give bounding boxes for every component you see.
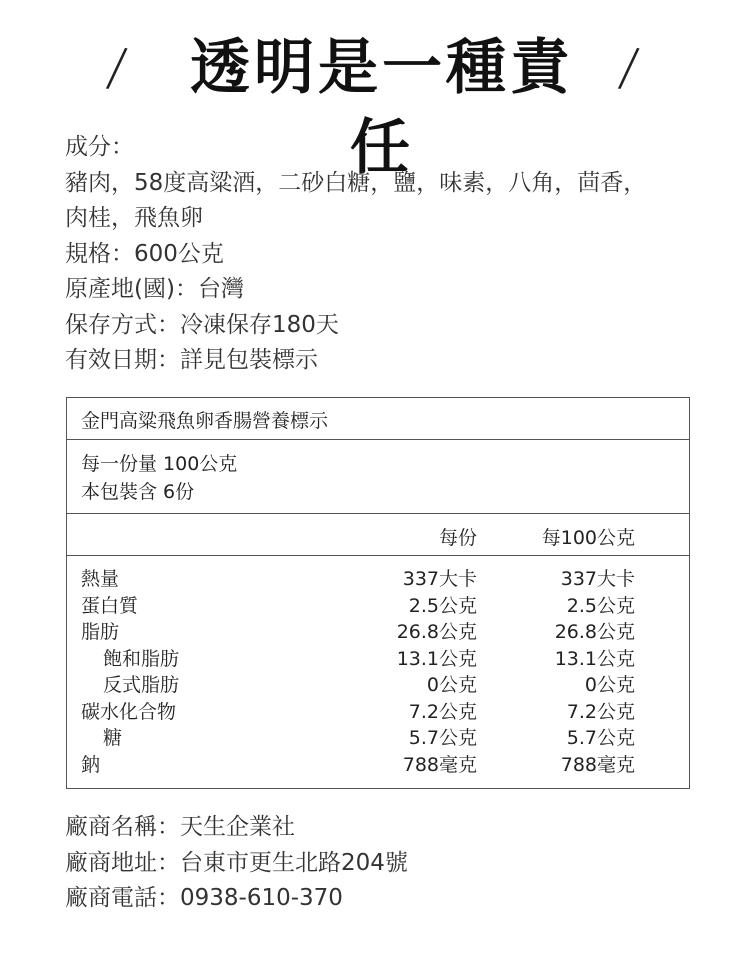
- nutrition-row-fat: [67, 619, 689, 646]
- nutrient-per-serving: 337大卡: [402, 568, 477, 590]
- nutrient-label: 碳水化合物: [81, 700, 177, 723]
- nutrient-per-serving: 26.8公克: [396, 621, 477, 643]
- nutrient-per-serving: 2.5公克: [408, 594, 477, 617]
- manufacturer-address: 廠商地址：台東市更生北路204號: [65, 849, 408, 876]
- nutrient-label: 鈉: [81, 753, 101, 776]
- nutrient-per-serving: 788毫克: [402, 753, 477, 776]
- nutrient-label: 脂肪: [81, 621, 120, 643]
- nutrient-label: 熱量: [81, 568, 120, 590]
- manufacturer-name: 廠商名稱：天生企業社: [65, 814, 295, 840]
- page-title: 透明是一種責任: [190, 33, 574, 183]
- nutrition-title-section: [67, 398, 689, 440]
- nutrient-per-100g: 2.5公克: [566, 594, 635, 617]
- nutrient-per-serving: 13.1公克: [396, 647, 477, 670]
- nutrient-label: 飽和脂肪: [103, 647, 180, 670]
- info-line-ingredients-label: 成分：: [65, 134, 134, 160]
- info-line-origin: 原產地(國)：台灣: [65, 276, 244, 302]
- nutrient-label: 反式脂肪: [103, 674, 180, 696]
- nutrition-row-trans-fat: [67, 672, 689, 699]
- info-line-expiry: 有效日期：詳見包裝標示: [65, 347, 318, 373]
- manufacturer-phone: 廠商電話：0938-610-370: [65, 885, 343, 911]
- info-line-ingredients-1: 豬肉，58度高粱酒，二砂白糖，鹽，味素，八角，茴香，: [65, 169, 647, 196]
- nutrient-per-100g: 7.2公克: [566, 700, 635, 723]
- nutrient-label: 蛋白質: [81, 594, 139, 617]
- nutrition-title: 金門高粱飛魚卵香腸營養標示: [81, 410, 329, 432]
- nutrient-per-serving: 5.7公克: [408, 727, 477, 749]
- nutrient-per-serving: 0公克: [426, 674, 477, 696]
- nutrient-per-100g: 0公克: [584, 674, 635, 696]
- manufacturer-info: [65, 810, 705, 917]
- title-left-slash: /: [103, 37, 130, 99]
- nutrient-per-100g: 26.8公克: [554, 621, 635, 643]
- nutrition-row-protein: [67, 593, 689, 620]
- nutrient-per-100g: 5.7公克: [566, 727, 635, 749]
- nutrient-label: 糖: [103, 727, 123, 749]
- col-header-per-100g: 每100公克: [541, 527, 635, 549]
- info-line-ingredients-2: 肉桂，飛魚卵: [65, 205, 203, 231]
- nutrition-row-sodium: [67, 752, 689, 779]
- serving-size: 每一份量 100公克: [81, 453, 238, 475]
- info-line-spec: 規格：600公克: [65, 240, 224, 267]
- nutrition-rows: [67, 566, 689, 778]
- nutrient-per-100g: 337大卡: [560, 568, 635, 590]
- nutrition-row-calories: [67, 566, 689, 593]
- nutrition-row-sugar: [67, 725, 689, 752]
- nutrient-per-serving: 7.2公克: [408, 700, 477, 723]
- info-line-storage: 保存方式：冷凍保存180天: [65, 311, 339, 338]
- nutrient-per-100g: 13.1公克: [554, 647, 635, 670]
- title-right-slash: /: [615, 37, 642, 99]
- servings-per-package: 本包裝含 6份: [81, 481, 195, 503]
- col-header-per-serving: 每份: [438, 527, 477, 549]
- nutrition-row-carbohydrate: [67, 699, 689, 726]
- nutrition-row-saturated-fat: [67, 646, 689, 673]
- column-header-section: [67, 514, 689, 556]
- product-info: [65, 130, 705, 379]
- nutrition-facts-panel: [66, 397, 690, 789]
- serving-section: [67, 440, 689, 514]
- nutrient-per-100g: 788毫克: [560, 753, 635, 776]
